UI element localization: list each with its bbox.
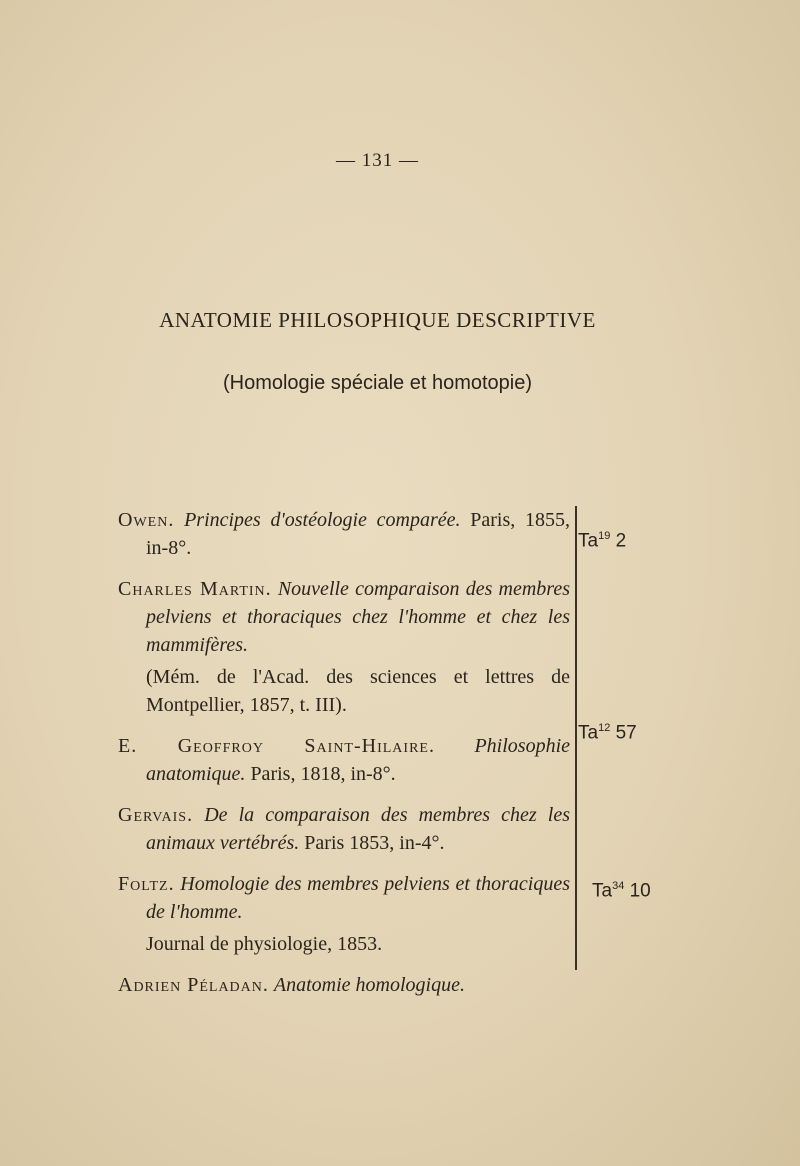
entry-details: Paris, 1855, in-8°. (146, 509, 570, 559)
margin-rule (575, 506, 577, 970)
bibliography-entry (118, 801, 570, 857)
shelfmark: Ta$^{34}$ 10 (592, 880, 651, 902)
entry-author: Gervais. (118, 804, 194, 826)
shelfmark: Ta$^{12}$ 57 (578, 722, 637, 744)
entry-details: Paris, 1818, in-8°. (250, 763, 396, 785)
bibliography-entry (118, 971, 570, 999)
entry-title: Homologie des membres pelviens et thoraciques de l'homme. (146, 873, 570, 923)
entry-title: Nouvelle comparaison des membres pelviens et thoraciques chez l'homme et chez les mammifères. (146, 578, 570, 656)
entry-details: Paris 1853, in-4°. (304, 832, 445, 854)
page-number: — 131 — (336, 150, 419, 171)
bibliography-entry (118, 732, 570, 788)
entry-author: Charles Martin. (118, 578, 272, 600)
entry-author: Adrien Péladan. (118, 974, 269, 996)
shelfmark: Ta$^{19}$ 2 (578, 530, 627, 552)
bibliography-entry (118, 506, 570, 562)
entry-title: De la comparaison des membres chez les animaux vertébrés. (146, 804, 571, 854)
entry-title: Anatomie homologique. (273, 974, 465, 996)
section-subtitle: (Homologie spéciale et homotopie) (222, 372, 533, 394)
entry-title: Philosophie anatomique. (146, 735, 570, 785)
bibliography-list (118, 506, 570, 999)
entry-author: E. Geoffroy Saint-Hilaire. (118, 735, 435, 757)
entry-note: (Mém. de l'Acad. des sciences et lettres de Montpellier, 1857, t. III). (146, 666, 570, 716)
entry-title: Principes d'ostéologie comparée. (184, 509, 461, 531)
entry-note: Journal de physiologie, 1853. (146, 933, 383, 955)
entry-author: Owen. (118, 509, 175, 531)
bibliography-entry (118, 575, 570, 719)
entry-author: Foltz. (118, 873, 175, 895)
section-title: ANATOMIE PHILOSOPHIQUE DESCRIPTIVE (159, 308, 596, 332)
bibliography-entry (118, 870, 570, 958)
